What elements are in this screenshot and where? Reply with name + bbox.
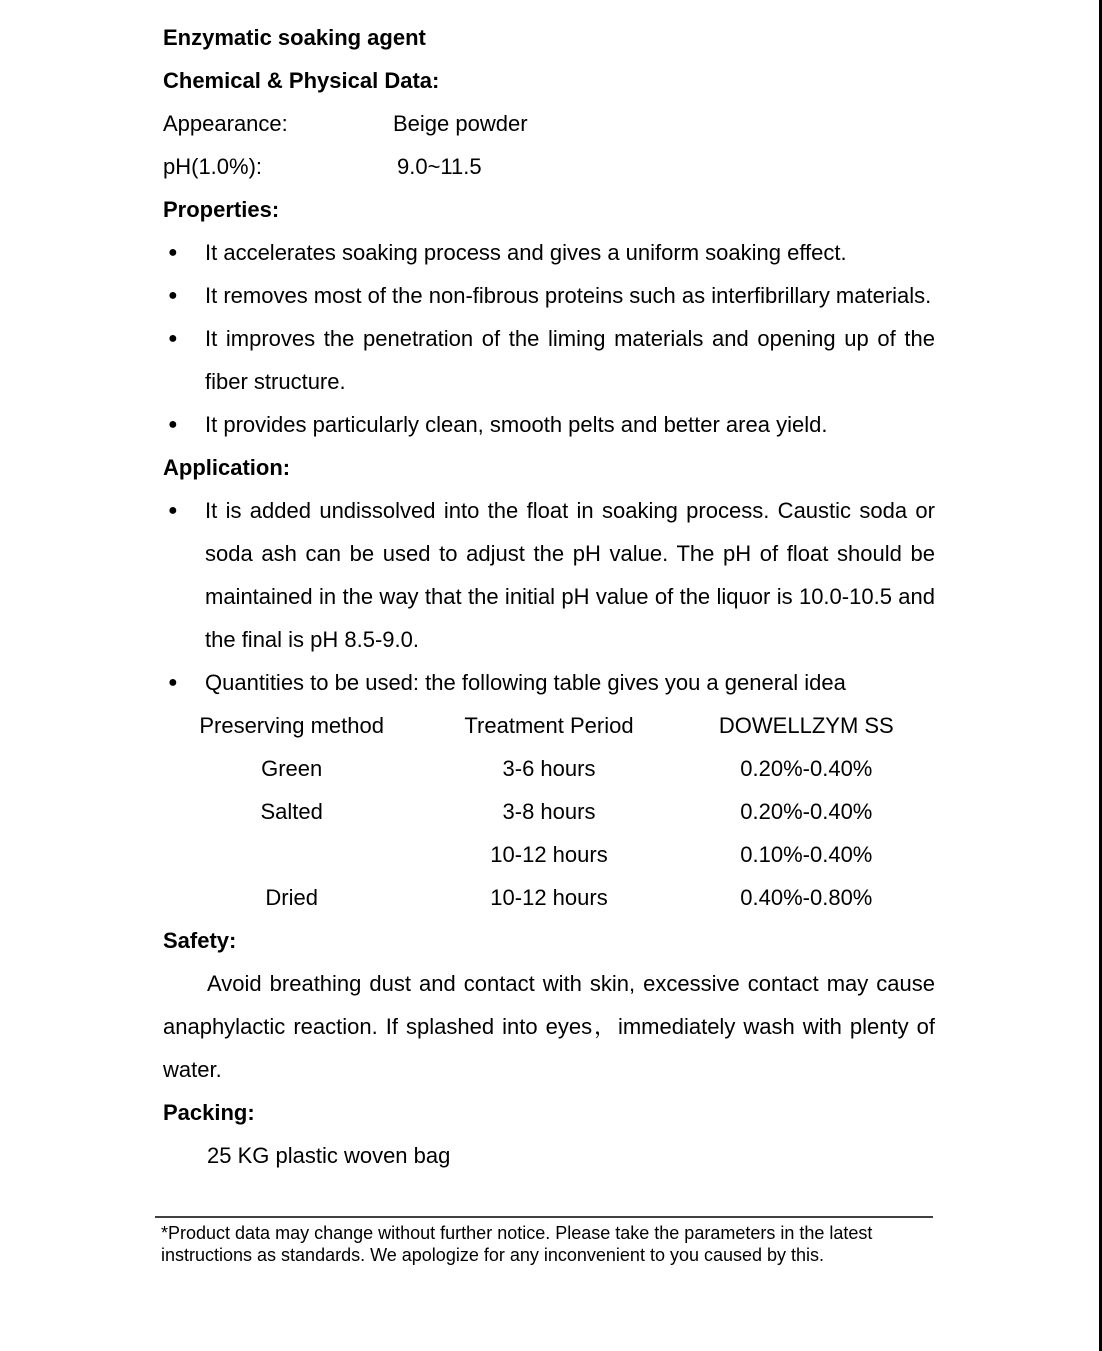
bullet-icon: ● — [168, 502, 178, 519]
section-heading-chemical-physical-data: Chemical & Physical Data: — [163, 68, 440, 93]
table-header-cell-preserving-method: Preserving method — [199, 713, 384, 738]
table-cell: 3-8 hours — [502, 799, 596, 824]
section-heading-safety: Safety: — [163, 928, 237, 953]
table-cell: Green — [261, 756, 323, 781]
properties-bullet-text: It accelerates soaking process and gives a uniform soaking effect. — [205, 240, 847, 265]
table-row — [163, 876, 935, 919]
table-cell: 0.40%-0.80% — [740, 885, 873, 910]
section-heading-packing: Packing: — [163, 1100, 255, 1125]
spec-label-ph: pH(1.0%): — [163, 154, 263, 179]
properties-bullet-text: It removes most of the non-fibrous proteins such as interfibrillary materials. — [205, 283, 932, 308]
table-cell: 0.20%-0.40% — [740, 756, 873, 781]
document-content — [163, 16, 935, 1177]
section-heading-properties: Properties: — [163, 197, 280, 222]
bullet-icon: ● — [168, 287, 178, 304]
application-bullet-item — [163, 489, 935, 661]
table-cell: 3-6 hours — [502, 756, 596, 781]
table-cell: 10-12 hours — [490, 885, 608, 910]
spec-label-appearance: Appearance: — [163, 111, 288, 136]
table-row — [163, 790, 935, 833]
table-cell: 0.20%-0.40% — [740, 799, 873, 824]
bullet-icon: ● — [168, 330, 178, 347]
properties-bullet-item — [163, 317, 935, 403]
table-cell: 10-12 hours — [490, 842, 608, 867]
bullet-icon: ● — [168, 244, 178, 261]
table-row — [163, 747, 935, 790]
bullet-icon: ● — [168, 674, 178, 691]
spec-value-appearance: Beige powder — [393, 111, 528, 136]
table-cell: Dried — [265, 885, 318, 910]
table-header-row — [163, 704, 935, 747]
dosage-table — [163, 704, 935, 919]
properties-bullet-text: It improves the penetration of the liming materials and opening up of the fiber structure. — [205, 326, 935, 394]
application-bullet-text: It is added undissolved into the float in soaking process. Caustic soda or soda ash can be used to adjust the pH value. The pH of float should be maintained in the way that the initial pH value of the liquor is 10.0-10.5 and the final is pH 8.5-9.0. — [205, 498, 935, 652]
properties-bullet-item — [163, 231, 935, 274]
table-row — [163, 833, 935, 876]
footnote-divider-line — [155, 1216, 933, 1266]
application-bullet-item — [163, 661, 935, 704]
product-title: Enzymatic soaking agent — [163, 25, 426, 50]
spec-value-ph: 9.0~11.5 — [397, 154, 482, 179]
properties-bullet-item — [163, 403, 935, 446]
footnote-text: *Product data may change without further notice. Please take the parameters in the latest instructions as standards. We apologize for any inconvenient to you caused by this. — [161, 1223, 873, 1265]
table-cell — [163, 833, 420, 876]
table-cell: 0.10%-0.40% — [740, 842, 873, 867]
section-heading-application: Application: — [163, 455, 291, 480]
table-cell: Salted — [260, 799, 323, 824]
spec-row-appearance — [163, 102, 935, 145]
bullet-icon: ● — [168, 416, 178, 433]
safety-paragraph: Avoid breathing dust and contact with skin, excessive contact may cause anaphylactic reaction. If splashed into eyes，immediately wash with plenty of water. — [163, 971, 935, 1082]
application-bullet-text: Quantities to be used: the following table gives you a general idea — [205, 670, 846, 695]
spec-row-ph — [163, 145, 935, 188]
table-header-cell-dowellzym-ss: DOWELLZYM SS — [718, 713, 894, 738]
table-header-cell-treatment-period: Treatment Period — [464, 713, 634, 738]
properties-bullet-text: It provides particularly clean, smooth pelts and better area yield. — [205, 412, 828, 437]
packing-value: 25 KG plastic woven bag — [207, 1143, 451, 1168]
properties-bullet-item — [163, 274, 935, 317]
